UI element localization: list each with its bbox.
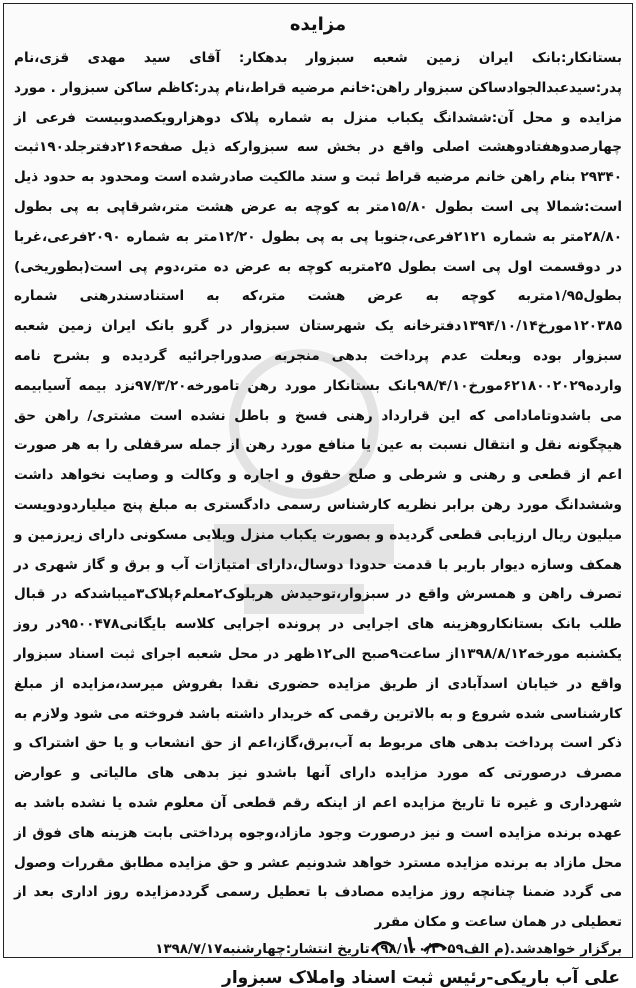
auction-notice [3, 3, 633, 988]
handwritten-mark [364, 933, 454, 955]
publication-date-line: برگزار خواهدشد.(م الف۹۸/۱۰۰/۳۰۵۹) تاریخ انتشار:چهارشنبه۱۳۹۸/۷/۱۷ [155, 941, 622, 957]
notice-title: مزایده [289, 14, 347, 35]
signature-line: علی آب باریکی-رئیس ثبت اسناد واملاک سبزوار [222, 967, 620, 988]
notice-body: بستانکار:بانک ایران زمین شعبه سبزوار بدهکار: آقای سید مهدی قزی،نام پدر:سیدعبدالجوادساکن سبزوار راهن:خانم مرضیه قراط،نام پدر:کاظم ساکن سبزوار . مورد مزایده و محل آن:ششدانگ یکباب منزل به شماره پلاک دوهزارویکصدوبیست فرعی از چهارصدوهفتادوهشت اصلی واقع در بخش سه سبزوارکه ذیل صفحه۲۱۶دفترجلد۱۹۰ثبت ۲۹۳۴۰ بنام راهن خانم مرضیه قراط ثبت و سند مالکیت صادرشده است ومحدود به حدود ذیل است:شمالا پی است بطول ۱۵/۸۰متر به کوچه به عرض هشت متر،شرقاپی به پی بطول ۲۸/۸۰متر به شماره ۲۱۲۱فرعی،جنوبا پی به پی بطول ۱۲/۲۰متر به شماره ۲۰۹۰فرعی،غربا در دوقسمت اول پی است بطول ۲۵متربه کوچه به عرض ده متر،دوم پی است(بطوریخی) بطول۱/۹۵متربه کوچه به عرض هشت متر،که به استنادسندرهنی شماره ۱۲۰۳۸۵مورخ۱۳۹۴/۱۰/۱۴دفترخانه یک شهرستان سبزوار در گرو بانک ایران زمین شعبه سبزوار بوده وبعلت عدم پرداخت بدهی منجربه صدوراجرائیه گردیده و بشرح نامه وارده۶۲۱۸۰۰۲۰۲۹مورخ۹۸/۴/۱۰بانک بستانکار مورد رهن تامورخه۹۷/۳/۲۰نزد بیمه آسیابیمه می باشدوتامادامی که این قرارداد رهنی فسخ و باطل نشده است مشتری/ راهن حق هیچگونه نقل و انتقال نسبت به عین یا منافع مورد رهن از جمله سرقفلی را به هر صورت اعم از قطعی و رهنی و شرطی و صلح حقوق و اجاره و وکالت و وصایت نخواهد داشت وششدانگ مورد رهن برابر نظریه کارشناس رسمی دادگستری به مبلغ پنج میلیاردودویست میلیون ریال ارزیابی قطعی گردیده و بصورت یکباب منزل ویلایی مسکونی دارای زیرزمین و همکف وسازه دیوار باربر با قدمت حدودا دوسال،دارای امتیازات آب و برق و گاز شهری در تصرف راهن و همسرش واقع در سبزوار،توحیدش هربلوک۲معلم۶پلاک۳میباشدکه در قبال طلب بانک بستانکاروهزینه های اجرایی در پرونده اجرایی کلاسه بایگانی۹۵۰۰۴۷۸در روز یکشنبه مورخه۱۳۹۸/۸/۱۲از ساعت۹صبح الی۱۲ظهر در محل شعبه اجرای ثبت اسناد سبزوار واقع در خیابان اسدآبادی از طریق مزایده حضوری نقدا بفروش میرسد،مزایده از مبلغ کارشناسی شده شروع و به بالاترین رقمی که خریدار داشته باشد فروخته می شود ولازم به ذکر است پرداخت بدهی های مربوط به آب،برق،گاز،اعم از حق انشعاب و یا حق اشتراک و مصرف درصورتی که مورد مزایده دارای آنها باشدو نیز بدهی های مالیاتی و عوارض شهرداری و غیره تا تاریخ مزایده اعم از اینکه رقم قطعی آن معلوم شده یا نشده باشد به عهده برنده مزایده است و نیز درصورت وجود مازاد،وجوه پرداختی بابت هزینه های فوق از محل مازاد به برنده مزایده مسترد خواهد شدونیم عشر و حق مزایده مطابق مقررات وصول می گردد ضمنا چنانچه روز مزایده مصادف با تعطیل رسمی گرددمزایده روز اداری بعد از تعطیلی در همان ساعت و مکان مقرر [14, 50, 623, 931]
